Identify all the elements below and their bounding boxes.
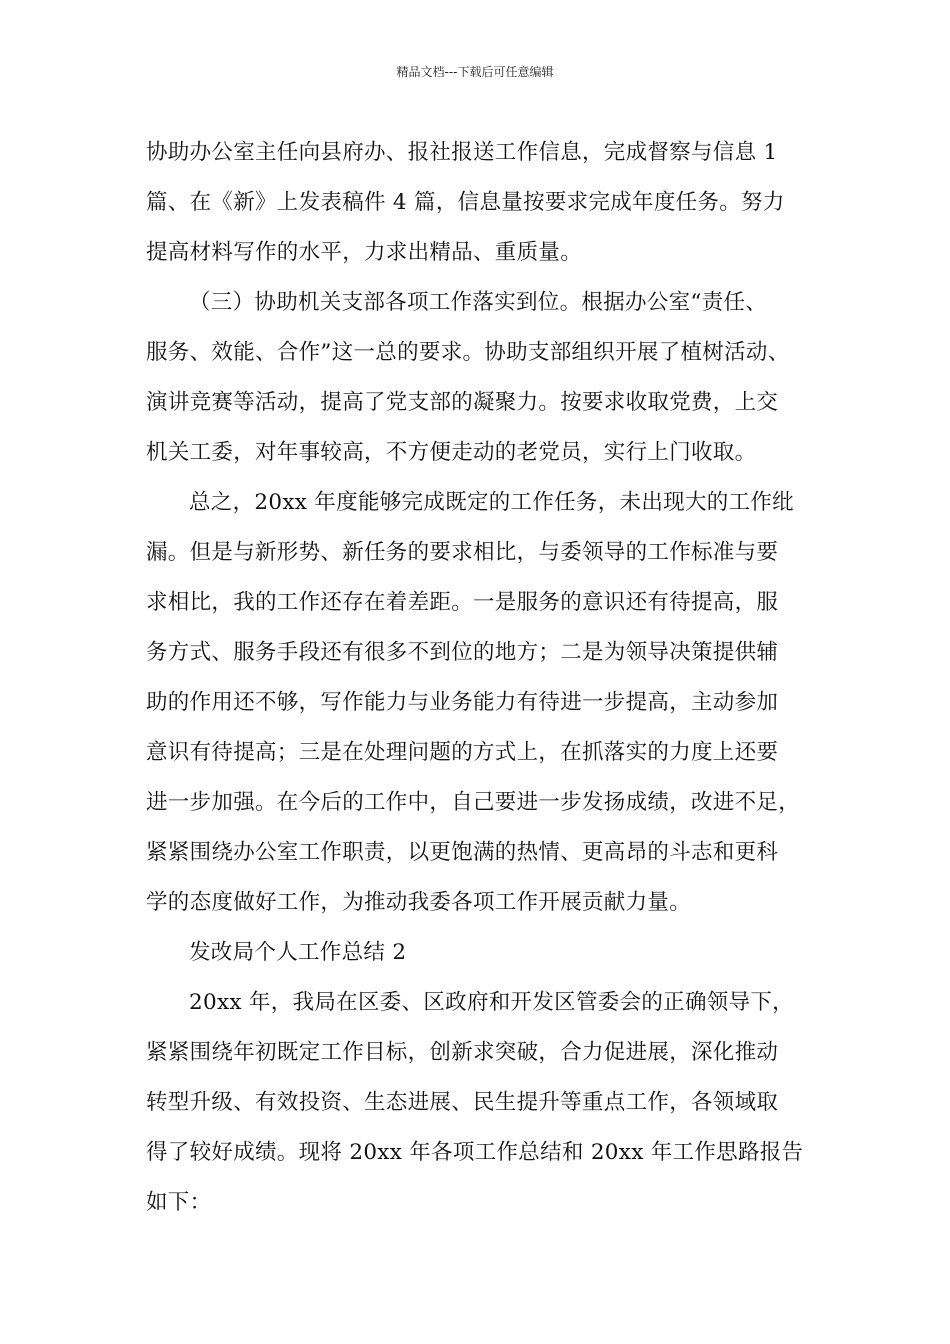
paragraph-start: 总之，20xx 年度能够完成既定的工作任务，未出现大的工作纰	[189, 490, 794, 515]
text-line: 求相比，我的工作还存在着差距。一是服务的意识还有待提高，服	[146, 590, 779, 615]
text-line: 演讲竞赛等活动，提高了党支部的凝聚力。按要求收取党费，上交	[146, 390, 779, 415]
text-line: 提高材料写作的水平，力求出精品、重质量。	[146, 240, 583, 265]
text-line: 得了较好成绩。现将 20xx 年各项工作总结和 20xx 年工作思路报告	[146, 1140, 804, 1165]
text-line: 篇、在《新》上发表稿件 4 篇，信息量按要求完成年度任务。努力	[146, 190, 785, 215]
text-line: 学的态度做好工作，为推动我委各项工作开展贡献力量。	[146, 890, 692, 915]
text-line: 进一步加强。在今后的工作中，自己要进一步发扬成绩，改进不足，	[146, 790, 801, 815]
text-line: 紧紧围绕年初既定工作目标，创新求突破，合力促进展，深化推动	[146, 1040, 779, 1065]
paragraph-start: 20xx 年，我局在区委、区政府和开发区管委会的正确领导下，	[189, 990, 794, 1015]
text-line: 服务、效能、合作”这一总的要求。协助支部组织开展了植树活动、	[146, 340, 790, 365]
page-header: 精品文档---下载后可任意编辑	[396, 65, 554, 79]
paragraph-start: （三）协助机关支部各项工作落实到位。根据办公室“责任、	[189, 290, 768, 315]
document-body	[146, 128, 811, 1228]
text-line: 漏。但是与新形势、新任务的要求相比，与委领导的工作标准与要	[146, 540, 779, 565]
text-line: 协助办公室主任向县府办、报社报送工作信息，完成督察与信息 1	[146, 140, 778, 165]
text-line: 转型升级、有效投资、生态进展、民生提升等重点工作，各领域取	[146, 1090, 779, 1115]
text-line: 助的作用还不够，写作能力与业务能力有待进一步提高，主动参加	[146, 690, 779, 715]
section-heading: 发改局个人工作总结 2	[189, 940, 407, 965]
text-line: 务方式、服务手段还有很多不到位的地方；二是为领导决策提供辅	[146, 640, 779, 665]
text-line: 机关工委，对年事较高，不方便走动的老党员，实行上门收取。	[146, 440, 757, 465]
text-line: 意识有待提高；三是在处理问题的方式上，在抓落实的力度上还要	[146, 740, 779, 765]
text-line: 紧紧围绕办公室工作职责，以更饱满的热情、更高昂的斗志和更科	[146, 840, 779, 865]
text-line: 如下：	[146, 1190, 212, 1215]
